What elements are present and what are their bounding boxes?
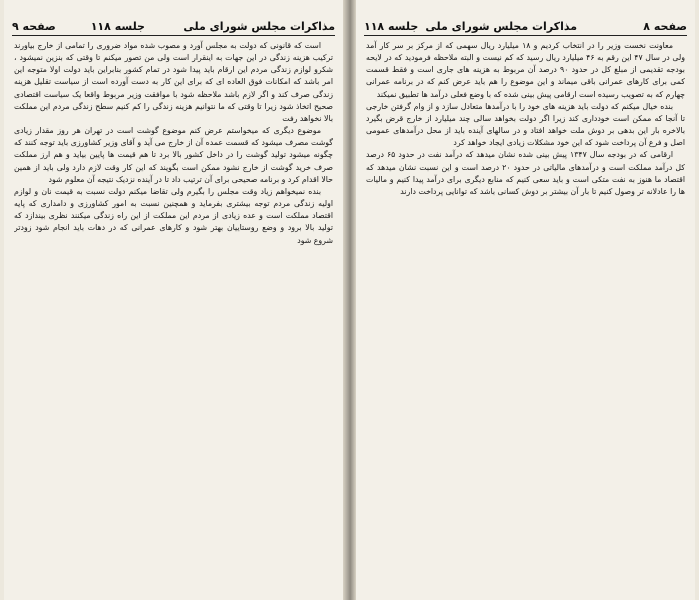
left-page-title: مذاکرات مجلس شورای ملی	[183, 20, 335, 33]
left-page-header	[12, 18, 335, 36]
paragraph: موضوع دیگری که میخواستم عرض کنم موضوع گوشت است در تهران هر روز مقدار زیادی گوشت مصرف میشود که قسمت عمده آن از خارج می آید و آقای وزیر کشاورزی باید توجه کنند که چگونه میشود تولید گوشت را در داخل کشور بالا برد تا هم قیمت ها پایین بیاید و هم ارز مملکت صرف خرید گوشت از خارج نشود ممکن است بگویند که این کار وقت لازم دارد ولی باید از همین حالا اقدام کرد و برنامه صحیحی برای آن ترتیب داد تا در آینده نزدیک نتیجه آن معلوم شود	[14, 126, 333, 184]
right-page	[356, 0, 695, 600]
left-page-session: جلسه ۱۱۸	[90, 20, 145, 33]
right-page-body	[366, 40, 685, 594]
right-page-header	[364, 18, 687, 36]
right-page-session: جلسه ۱۱۸	[364, 20, 419, 33]
book-gutter	[343, 0, 356, 600]
left-page-number: صفحه ۹	[12, 20, 56, 33]
right-page-title: مذاکرات مجلس شورای ملی	[425, 20, 577, 33]
paragraph: است که قانونی که دولت به مجلس آورد و مصوب شده مواد ضروری را تمامی از خارج بیاورند ترکیب هزینه زندگی در این جهات به اینقرار است ولی من تصور میکنم تا وقتی که بنزین نمیشود ، شکرو لوازم زندگی مردم این ارقام باید پیدا شود در تمام کشور بنابراین باید دولت اولا متوجه این امر باشد که امکانات فوق العاده ای که برای این کار به دست آورده است از سیاست تقلیل هزینه زندگی صرف کند و اگر لازم باشد ملاحظه شود با موافقت وزیر مربوط واقعا یک سیاست اقتصادی صحیح اتخاذ شود زیرا تا وقتی که ما نتوانیم هزینه زندگی را کم کنیم سطح زندگی مردم این مملکت بالا نخواهد رفت	[14, 41, 333, 123]
paragraph: بنده خیال میکنم که دولت باید هزینه های خود را با درآمدها متعادل سازد و از وام گرفتن خارجی تا آنجا که ممکن است خودداری کند زیرا اگر دولت بخواهد سالی چند میلیارد از خارج قرض بگیرد بالاخره بار این بدهی بر دوش ملت خواهد افتاد و در سالهای آینده باید از محل درآمدهای عمومی اصل و فرع آن پرداخت شود که این خود مشکلات زیادی ایجاد خواهد کرد	[366, 101, 685, 148]
paragraph: معاونت نخست وزیر را در انتخاب کردیم و ۱۸ میلیارد ریال سهمی که از مرکز بر سر کار آمد ولی در سال ۴۷ این رقم به ۴۶ میلیارد ریال رسید که کم نیست و البته ملاحظه فرمودید که در لایحه بودجه تقدیمی از مبلغ کل در حدود ۹۰ درصد آن مربوط به هزینه های جاری است و فقط قسمت کمی برای کارهای عمرانی باقی میماند و این موضوع را هم باید عرض کنم که در برنامه عمرانی چهارم که به تصویب رسیده است ارقامی پیش بینی شده که با وضع فعلی درآمد ها تطبیق نمیکند	[366, 41, 685, 99]
paragraph: ارقامی که در بودجه سال ۱۳۴۷ پیش بینی شده نشان میدهد که درآمد نفت در حدود ۶۵ درصد کل درآمد مملکت است و درآمدهای مالیاتی در حدود ۲۰ درصد است و این نسبت نشان میدهد که اقتصاد ما هنوز به نفت متکی است و باید سعی کنیم که منابع دیگری برای درآمد پیدا کنیم و مالیات ها را عادلانه تر وصول کنیم تا بار آن بیشتر بر دوش کسانی باشد که توانایی پرداخت دارند	[366, 150, 685, 196]
left-page	[4, 0, 343, 600]
paragraph: بنده نمیخواهم زیاد وقت مجلس را بگیرم ولی تقاضا میکنم دولت نسبت به قیمت نان و لوازم اولیه زندگی مردم توجه بیشتری بفرماید و همچنین نسبت به امور کشاورزی و دامداری که پایه اقتصاد مملکت است و عده زیادی از مردم این مملکت از این راه زندگی میکنند نظری بیندازد که تولید بالا برود و وضع روستاییان بهتر شود و کارهای عمرانی که در دهات باید انجام شود زودتر شروع شود	[14, 186, 333, 245]
right-page-number: صفحه ۸	[643, 20, 687, 33]
left-page-body	[14, 40, 333, 594]
